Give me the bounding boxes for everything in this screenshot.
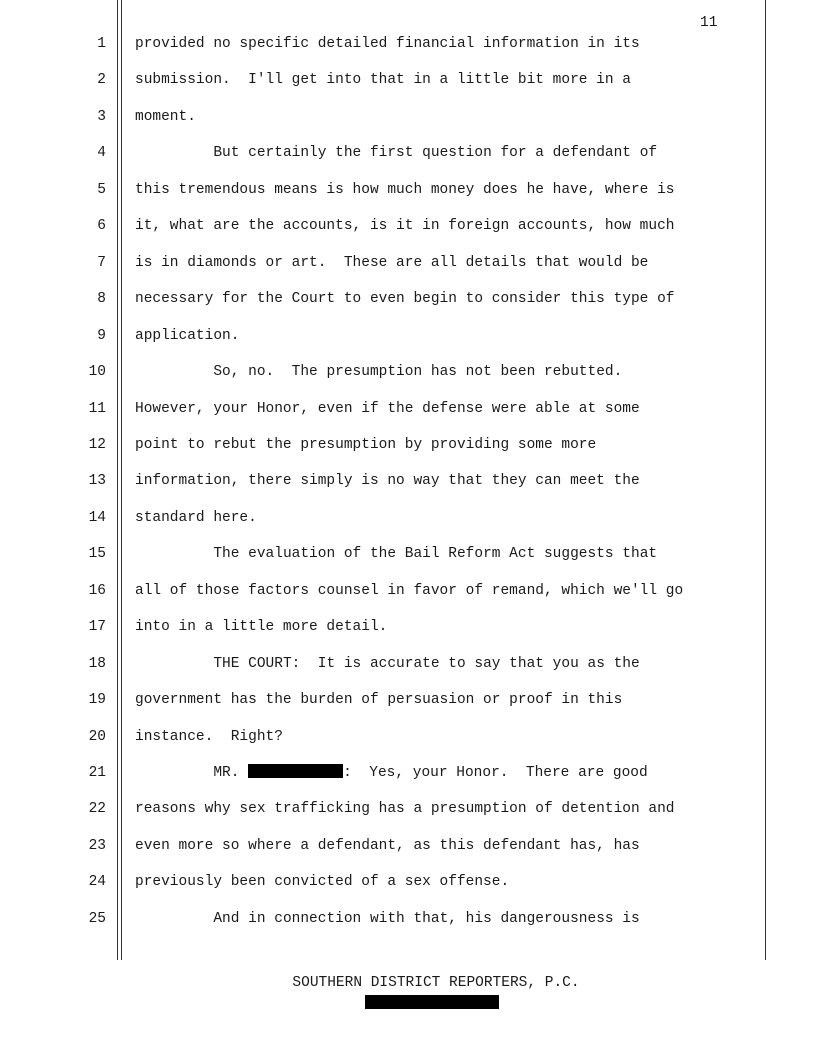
transcript-line — [0, 26, 816, 62]
footer-reporter-name: SOUTHERN DISTRICT REPORTERS, P.C. — [292, 975, 580, 991]
transcript-line — [0, 755, 816, 791]
paragraph-indent — [135, 546, 213, 562]
line-number: 19 — [88, 692, 106, 709]
line-number: 23 — [88, 837, 106, 854]
line-text — [135, 500, 257, 536]
transcript-line — [0, 135, 816, 171]
page-number: 11 — [700, 15, 718, 31]
line-number: 17 — [88, 619, 106, 636]
transcript-line — [0, 427, 816, 463]
line-text — [135, 62, 631, 98]
line-text — [135, 864, 509, 900]
line-content: provided no specific detailed financial information in its — [135, 36, 640, 52]
line-number: 16 — [88, 582, 106, 599]
line-text — [135, 646, 640, 682]
footer-redaction — [365, 995, 499, 1009]
line-text — [135, 172, 675, 208]
line-text — [135, 573, 683, 609]
line-text — [135, 281, 675, 317]
transcript-line — [0, 354, 816, 390]
line-text — [135, 391, 640, 427]
transcript-line — [0, 500, 816, 536]
line-content: So, no. The presumption has not been rebutted. — [213, 364, 623, 381]
line-content: into in a little more detail. — [135, 619, 388, 636]
line-number: 3 — [97, 108, 106, 125]
line-number: 22 — [88, 801, 106, 818]
line-number: 4 — [97, 145, 106, 162]
line-number: 18 — [88, 655, 106, 672]
line-content: necessary for the Court to even begin to consider this type of — [135, 291, 675, 308]
transcript-line — [0, 62, 816, 98]
line-number: 14 — [88, 509, 106, 526]
line-text — [135, 791, 675, 827]
line-text — [135, 208, 675, 244]
transcript-line — [0, 646, 816, 682]
line-number: 8 — [97, 291, 106, 308]
line-content: : Yes, your Honor. There are good — [343, 765, 648, 781]
line-text — [135, 427, 596, 463]
line-content: instance. Right? — [135, 728, 283, 745]
line-content: moment. — [135, 108, 196, 125]
transcript-line — [0, 172, 816, 208]
transcript-line — [0, 536, 816, 572]
line-text — [135, 719, 283, 755]
line-content: And in connection with that, his dangerousness is — [213, 910, 640, 927]
line-number: 25 — [88, 910, 106, 927]
line-number: 9 — [97, 327, 106, 344]
line-text — [135, 135, 657, 171]
line-content: application. — [135, 327, 240, 344]
speaker-prefix: MR. — [213, 765, 249, 781]
paragraph-indent — [135, 364, 213, 380]
line-content: all of those factors counsel in favor of remand, which we'll go — [135, 582, 684, 599]
transcript-line — [0, 719, 816, 755]
line-content: But certainly the first question for a defendant of — [213, 145, 658, 162]
paragraph-indent — [135, 145, 213, 161]
line-text — [135, 682, 622, 718]
line-text — [135, 828, 640, 864]
line-number: 7 — [97, 254, 106, 271]
line-text — [135, 354, 622, 390]
transcript-line — [0, 682, 816, 718]
line-content: standard here. — [135, 509, 257, 526]
line-content: reasons why sex trafficking has a presumption of detention and — [135, 801, 675, 818]
line-number: 20 — [88, 728, 106, 745]
line-number: 13 — [88, 473, 106, 490]
line-number: 1 — [97, 36, 106, 52]
line-content: The evaluation of the Bail Reform Act suggests that — [213, 546, 658, 563]
speaker-name-redaction — [248, 764, 343, 778]
line-number: 10 — [88, 364, 106, 381]
line-content: information, there simply is no way that they can meet the — [135, 473, 640, 490]
transcript-line — [0, 208, 816, 244]
transcript-line — [0, 791, 816, 827]
line-content: previously been convicted of a sex offense. — [135, 874, 510, 891]
line-text — [135, 463, 640, 499]
line-text — [135, 26, 640, 62]
line-text — [135, 755, 648, 791]
line-text — [135, 245, 648, 281]
transcript-line — [0, 463, 816, 499]
line-text — [135, 609, 387, 645]
line-content: it, what are the accounts, is it in foreign accounts, how much — [135, 218, 675, 235]
line-number: 2 — [97, 72, 106, 89]
transcript-line — [0, 99, 816, 135]
line-content: However, your Honor, even if the defense were able at some — [135, 400, 640, 417]
line-number: 15 — [88, 546, 106, 563]
line-text — [135, 901, 640, 937]
transcript-line — [0, 828, 816, 864]
transcript-line — [0, 318, 816, 354]
line-text — [135, 99, 196, 135]
line-number: 12 — [88, 436, 106, 453]
line-number: 21 — [88, 765, 106, 781]
transcript-line — [0, 281, 816, 317]
transcript-line — [0, 391, 816, 427]
line-content: even more so where a defendant, as this defendant has, has — [135, 837, 640, 854]
paragraph-indent — [135, 656, 213, 672]
line-content: this tremendous means is how much money does he have, where is — [135, 181, 675, 198]
line-number: 5 — [97, 181, 106, 198]
line-content: point to rebut the presumption by providing some more — [135, 436, 597, 453]
paragraph-indent — [135, 765, 213, 781]
transcript-line — [0, 901, 816, 937]
paragraph-indent — [135, 911, 213, 927]
line-content: THE COURT: It is accurate to say that you as the — [213, 655, 640, 672]
line-content: submission. I'll get into that in a little bit more in a — [135, 72, 631, 89]
line-number: 24 — [88, 874, 106, 891]
line-content: is in diamonds or art. These are all details that would be — [135, 254, 649, 271]
transcript-line — [0, 573, 816, 609]
line-number: 11 — [88, 400, 106, 417]
transcript-line — [0, 245, 816, 281]
line-text — [135, 536, 657, 572]
line-text — [135, 318, 239, 354]
transcript-line — [0, 609, 816, 645]
transcript-line — [0, 864, 816, 900]
line-content: government has the burden of persuasion or proof in this — [135, 692, 623, 709]
line-number: 6 — [97, 218, 106, 235]
